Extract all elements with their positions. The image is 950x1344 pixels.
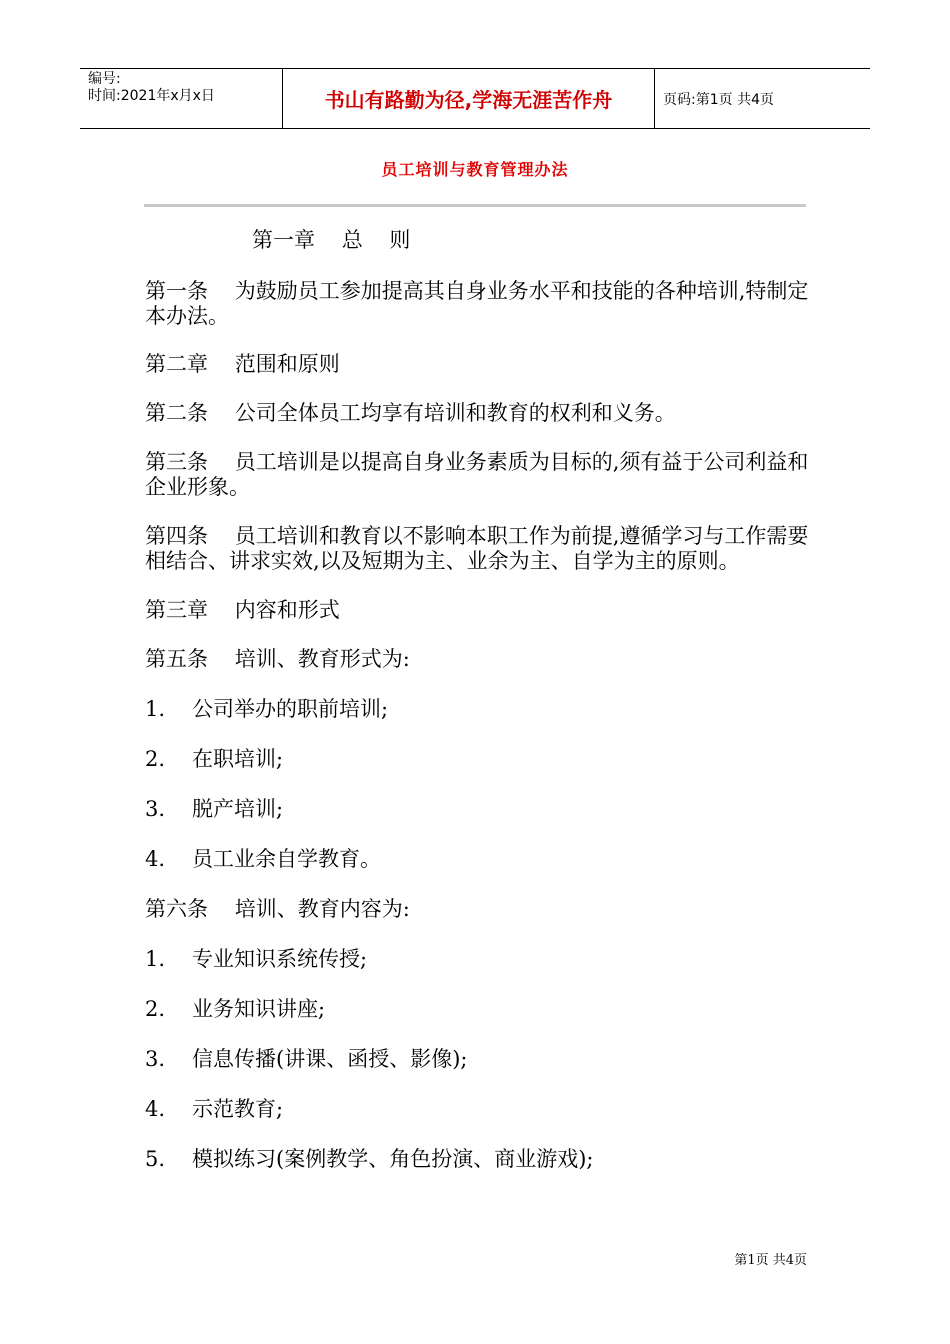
page-header [80,68,870,129]
header-page [655,69,870,128]
chapter-3-heading: 第三章 内容和形式 [145,598,340,622]
chapter-1-heading: 第一章 总 则 [252,228,411,252]
article-5: 第五条 培训、教育形式为: [145,647,410,671]
page-footer: 第1页 共4页 [734,1253,807,1268]
list-number: 1. [145,697,166,721]
title-divider [144,204,806,207]
list-number: 3. [145,1047,166,1071]
list-text: 示范教育; [192,1097,284,1121]
list-number: 2. [145,747,166,771]
list-text: 信息传播(讲课、函授、影像); [192,1047,468,1071]
article-2: 第二条 公司全体员工均享有培训和教育的权利和义务。 [145,401,676,425]
document-body [145,228,809,1172]
chapter-2-heading: 第二章 范围和原则 [145,352,340,376]
list-item [145,847,809,872]
list-text: 模拟练习(案例教学、角色扮演、商业游戏); [192,1147,594,1171]
article-4: 第四条 员工培训和教育以不影响本职工作为前提,遵循学习与工作需要相结合、讲求实效,以及短期为主、业余为主、自学为主的原则。 [145,524,809,573]
article-3: 第三条 员工培训是以提高自身业务素质为目标的,须有益于公司利益和企业形象。 [145,450,809,499]
list-number: 4. [145,1097,166,1121]
list-text: 员工业余自学教育。 [192,847,381,871]
list-item [145,747,809,772]
list-item [145,797,809,822]
list-item [145,947,809,972]
article-6: 第六条 培训、教育内容为: [145,897,410,921]
motto-text: 书山有路勤为径,学海无涯苦作舟 [324,88,613,112]
header-meta [80,69,282,128]
number-label: 编号: [88,71,121,87]
list-number: 1. [145,947,166,971]
list-number: 5. [145,1147,166,1171]
list-number: 2. [145,997,166,1021]
document-title: 员工培训与教育管理办法 [381,160,569,179]
list-text: 业务知识讲座; [192,997,326,1021]
list-number: 3. [145,797,166,821]
list-item [145,1097,809,1122]
list-number: 4. [145,847,166,871]
list-item [145,697,809,722]
list-item [145,997,809,1022]
list-item [145,1047,809,1072]
list-text: 在职培训; [192,747,284,771]
list-text: 脱产培训; [192,797,284,821]
page-label: 页码:第1页 共4页 [663,91,774,108]
list-text: 公司举办的职前培训; [192,697,389,721]
article-1: 第一条 为鼓励员工参加提高其自身业务水平和技能的各种培训,特制定本办法。 [145,279,809,328]
list-item [145,1147,809,1172]
header-motto [282,69,655,128]
list-text: 专业知识系统传授; [192,947,368,971]
time-label: 时间:2021年x月x日 [88,88,215,104]
